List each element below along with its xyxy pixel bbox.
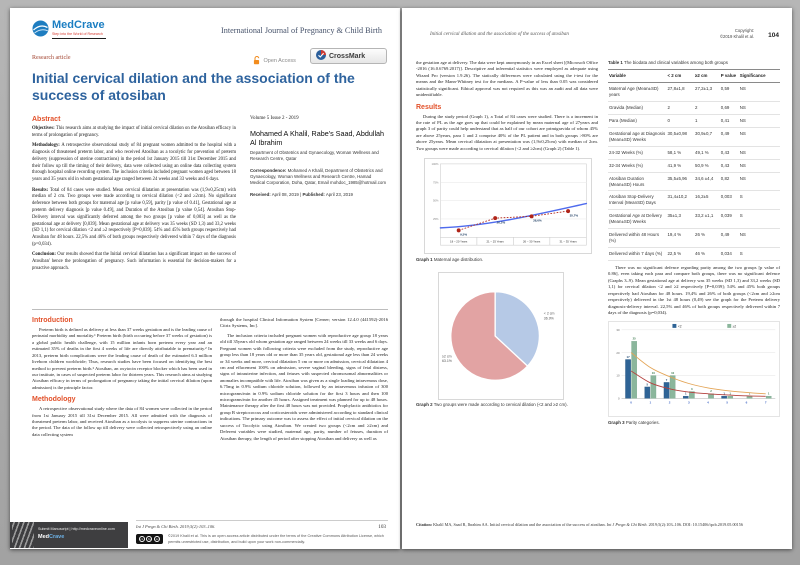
- svg-text:1: 1: [729, 391, 732, 396]
- article-title: Initial cervical dilation and the association of the success of atosiban: [32, 70, 355, 103]
- svg-text:1: 1: [748, 391, 751, 396]
- graph2-figure: [438, 272, 564, 400]
- received-label: Received:: [250, 191, 271, 197]
- table-cell: 22,5 %: [666, 248, 694, 261]
- svg-text:1: 1: [723, 391, 725, 396]
- table-cell: 58,1 %: [666, 146, 694, 159]
- table-cell: Gravida (Median): [608, 101, 666, 114]
- left-column-1: [32, 317, 212, 438]
- methodology-text: A retrospective observational study where the data of 84 women were collected in the period from 1st January 2015 till 31st December 2015. All were admitted with the diagnosis of threatened preterm labor, and received Atosiban as a tocolysis to suppress uterine contractions in the period. The data of the follow up till delivery were collected retrospectively using an online data collecting system: [32, 406, 212, 437]
- table-cell: 0,49: [720, 229, 739, 248]
- open-access-badge[interactable]: [253, 52, 296, 70]
- methodology-heading: Methodology: [32, 396, 76, 404]
- svg-text:30: 30: [616, 328, 620, 333]
- journal-ref: Int J Pregn & Chi Birth. 2019;5(2):103–106.: [136, 524, 216, 529]
- svg-text:3: 3: [687, 400, 690, 405]
- table-cell: 35,5±5,96: [666, 172, 694, 191]
- copyright-text: ©2019 Khalil et al.: [719, 34, 754, 40]
- svg-text:1: 1: [684, 391, 687, 396]
- graph1-caption: [416, 257, 598, 263]
- svg-text:10: 10: [671, 371, 675, 376]
- abstract-heading: Abstract: [32, 116, 61, 123]
- abstract-section: [32, 116, 236, 276]
- citation-label: Citation:: [416, 522, 433, 527]
- svg-text:1: 1: [767, 391, 770, 396]
- table-cell: 2: [666, 101, 694, 114]
- svg-text:35,7%: 35,7%: [569, 213, 579, 218]
- license-text: ©2019 Khalil et al. This is an open access article distributed under the terms of the Creative Commons Attribution License, which permits unrestricted use, distribution, and build upon your work non-commercially.: [168, 534, 384, 544]
- table-cell: NS: [739, 83, 780, 102]
- table-cell: Maternal Age (Mean±SD) years: [608, 83, 666, 102]
- svg-text:21 – 25 Years: 21 – 25 Years: [486, 239, 504, 244]
- table-cell: NS: [739, 101, 780, 114]
- rp-paragraph-1: the gestation age at delivery. The data were kept anonymously in an Excel sheet [(Microsoft Office -2016 (16.0.6769.2017)]. Descriptive and inferential statistics were employed as adequate using Wizard Pro (version 1.9.26). The statically differences were calculated using the t-test for the means and the Mann-Whitney test for the medians. A P-value of less than 0.05 was considered statistically significant. Ethical approval was not required as this was an audit and all data were unidentifiable.: [416, 60, 598, 98]
- brand-name-footer: [38, 534, 64, 540]
- graph1-figure: [424, 158, 592, 254]
- abstract-results-label: Results:: [32, 187, 49, 193]
- graph2-caption-text: Two groups were made according to cervical dilation (<2 and ≥2 cm).: [433, 402, 568, 408]
- table-row: [608, 229, 780, 248]
- table-header-cell: < 2 cm: [666, 70, 694, 83]
- article-type-label: Research article: [32, 55, 71, 61]
- cc-nc-icon: nc: [155, 537, 159, 541]
- correspondence-label: Correspondence:: [250, 167, 287, 173]
- page-number-right: 104: [768, 32, 779, 39]
- table-cell: Gestational age at Diagnosis (Mean±SD) Weeks: [608, 127, 666, 146]
- table-cell: 24-32 Weeks (%): [608, 146, 666, 159]
- table-cell: 0,034: [720, 248, 739, 261]
- svg-text:26,2%: 26,2%: [496, 220, 506, 225]
- svg-text:4: 4: [707, 400, 709, 405]
- right-column-2: [608, 60, 780, 426]
- column2-text-2: The inclusion criteria included pregnant women with reproductive age group 18 years old till 35years old whom gestation age ranged between 24 weeks till 33 weeks and 6 days. Pregnant women with following criteria were excluded from the study, reproductive age group less than 18 years old or more than 35 years old, gestational age less than 24 weeks or 34 weeks and more, cervical dilatation 5 cm or more on admission, cervical dilatation 4 cm and effacement 100% on admission, severe vaginal bleeding, signs of fetal distress, signs of intrauterine infection, and fetuses with suspected chromosomal abnormalities or anomalies incompatible with life. Atosiban was given as a single loading intravenous dose, 6.75mg in 0.9% sodium chloride solution, followed by an intravenous infusion of 300 micrograms/min in 0.9% sodium chloride solution for the first 3 hours and then 100 micrograms/min for another 45 hours. Assigned treatment was planned for up to 48 hours. Maintenance therapy after the first 48 hours was not provided. Prophylactic antibiotics for group B streptococcus and corticosteroids were administered according to standard clinical indications. The primary outcome was to assess the effect of initial cervical dilation on the success of Tocolytic using Atosiban. We created two groups (<2cm and ≥2cm) and Deferent variables were studied, maternal age, parity, number of fetuses, duration of Atosiban therapy, the length of period after stopping Atosiban and delivery as well as: [220, 332, 388, 441]
- table-cell: NS: [739, 114, 780, 127]
- table-row: [608, 146, 780, 159]
- svg-text:6: 6: [745, 400, 748, 405]
- svg-text:2: 2: [668, 400, 671, 405]
- medcrave-globe-icon: [32, 20, 49, 42]
- table-row: [608, 172, 780, 191]
- correspondence-text: Mohamed A Khalil, Department of Obstetrics and Gynaecology, Woman Wellness and Research Centre, Hamad Medical Corporation, Doha, Qatar, Email mohdoc_1985@hotmail.com: [250, 167, 386, 186]
- graph1-caption-label: Graph 1: [416, 256, 433, 262]
- table-cell: Gestational Age at Delivery (Mean±SD) Weeks: [608, 210, 666, 229]
- citation-pre: Khalil MA, Saad R, Ibrahim AA. Initial cervical dilation and the association of the success of atosiban.: [433, 522, 606, 527]
- svg-text:31 – 35 Years: 31 – 35 Years: [559, 239, 577, 244]
- left-column-2: [220, 317, 388, 442]
- table-row: [608, 210, 780, 229]
- running-title: Initial cervical dilation and the association of the success of atosiban: [430, 32, 569, 37]
- published-label: Published:: [302, 191, 325, 197]
- table-header-cell: ≥2 cm: [694, 70, 720, 83]
- table-cell: S: [739, 248, 780, 261]
- abstract-objectives-label: Objectives:: [32, 126, 55, 131]
- svg-text:20: 20: [616, 351, 620, 356]
- abstract-methodology-label: Methodology:: [32, 143, 60, 149]
- table1: [608, 69, 780, 261]
- graph1-caption-text: Maternal age distribution.: [433, 256, 484, 262]
- submit-manuscript-link[interactable]: Submit Manuscript | http://medcraveonline.com: [38, 527, 115, 531]
- svg-text:5: 5: [726, 400, 729, 405]
- svg-text:25: 25: [632, 337, 636, 342]
- volume-issue: Volume 5 Issue 2 - 2019: [250, 116, 299, 121]
- svg-text:9,5%: 9,5%: [460, 232, 468, 237]
- svg-text:18 – 20 Years: 18 – 20 Years: [450, 239, 468, 244]
- table-cell: 16,2±5: [694, 191, 720, 210]
- table-cell: 0,039: [720, 210, 739, 229]
- graph2-pie-chart: [439, 273, 563, 399]
- brand-med: Med: [38, 534, 49, 540]
- rp-paragraph-2: There was no significant defence regarding parity among the two groups [p value of 0.86], even taking each para and compare both groups, there was no significant defence (Graphs 3–9). Mean gestational age at delivery was 35 weeks (SD 1,3) and 33,2 weeks (SD 1,1) for cervical dilation <2 and ≥2 respectively [P=0,039]; 54% and 45% both groups respectively had Atosiban for 48 hours. 19,4% and 26% of both groups (<2cm and ≥2cm respectively) delivered in the 1st 48 hours (0,49) see the graph for the Preterm delivery diagnosis-delivery interval. 22,5% and 46% of both groups respectively delivered within 7 days of the diagnosis (p=0,034).: [608, 265, 780, 315]
- received-published: Received: April 08, 2019 | Published: April 23, 2019: [250, 191, 353, 197]
- citation-doi[interactable]: 2019;5(2):103–106. DOI: 10.15406/ipcb.2019.05.00156: [648, 522, 743, 527]
- brand-crave: Crave: [49, 534, 65, 540]
- svg-text:10: 10: [651, 371, 655, 376]
- table-cell: 33,2 ±1,1: [694, 210, 720, 229]
- table-cell: Atosiban Stop-Delivery Interval (MeanSD) Days: [608, 191, 666, 210]
- table-cell: Delivered within 7 days (%): [608, 248, 666, 261]
- table-cell: S: [739, 210, 780, 229]
- column2-text-1: through the hospital Clinical Information System [Cerner; version 12.4.0 (441592)-2016 Citrix Systems, Inc].: [220, 317, 388, 329]
- svg-text:50%: 50%: [432, 199, 439, 203]
- abstract-conclusion: [32, 252, 236, 272]
- svg-text:100%: 100%: [431, 163, 439, 167]
- svg-text:< 2 cm36.9%: < 2 cm 36.9%: [543, 311, 555, 321]
- abstract-objectives: [32, 126, 236, 140]
- table-cell: 30,5±0,98: [666, 127, 694, 146]
- table-header-cell: P value: [720, 70, 739, 83]
- table-cell: NS: [739, 229, 780, 248]
- svg-text:17: 17: [626, 355, 630, 360]
- table1-caption-label: Table 1: [608, 60, 623, 65]
- table-cell: 0,59: [720, 83, 739, 102]
- introduction-heading: Introduction: [32, 317, 73, 324]
- left-page: [10, 8, 400, 549]
- results-text: During the study period (Graph 1), a Total of 84 cases were studied. There is a increment in the rate of PL as the age goes up that could be explained by mean maternal age of 27years and graph 3 of parity could help understand that as half of our cohort are primigravida of whom 45% are above 25years, para 1 and 2 comprise 40% of the PL patient and in both groups >80% are above 25years. Mean cervical dilatation at presentation was (1,9±0,25cm) with median of 2cm. Two groups were made according to cervical dilation (<2 and ≥2cm) (Graph 2) (Table 1).: [416, 113, 598, 151]
- table-cell: NS: [739, 127, 780, 146]
- introduction-text: Preterm birth is defined as delivery at less than 37 weeks gestation and is the leading cause of perinatal morbidity and mortality.¹ Preterm birth (birth occurring before 37 weeks of gestation) is a global public health challenge, with 15 million infants born preterm every year and an estimated 35% of deaths in the first 4 weeks of life are directly attributable to prematurity.² In 2013, preterm birth complications were the leading cause of death of the estimated 6.3 million liveborn children worldwide; Thus, research studies have been focused on identifying the best method to prevent preterm birth.³ Atosiban, an oxytocin receptor blocker which has been used in our institute, in cases of suspected preterm labor for thirteen years. This research aims at studying Atosiban efficacy in terms of prolongation of pregnancy taking the initial cervical dilation (upon admission) is the principle factor.: [32, 327, 212, 390]
- copyright-block: [720, 28, 754, 41]
- authors: Mohamed A Khalil, Rabe's Saad, Abdullah Al Ibrahim: [250, 129, 385, 147]
- table-cell: Para (Median): [608, 114, 666, 127]
- table-cell: 50,9 %: [694, 159, 720, 172]
- brand-underline: [52, 38, 106, 40]
- abstract-methodology-text: A retrospective observational study of 84 pregnant women admitted to the hospital with a diagnosis of threatened preterm labor, and who received Atosiban as a tocolytic for prevention of preterm delivery (suppression of uterine contractions) in the period 1st January 2015 till 31st December 2015 and their follow up till the timing of their delivery, data were collected using an online data collecting system through hospital online recording system. The inclusion criteria included pregnant women aged between 18 years and 35 years old in whom gestational age ranged between 24 weeks and 33 weeks and 6 days.: [32, 143, 236, 183]
- abstract-conclusion-label: Conclusion:: [32, 252, 56, 258]
- received-date: April 08, 2019: [271, 191, 299, 197]
- table-cell: 0,003: [720, 191, 739, 210]
- table-row: [608, 248, 780, 261]
- citation-journal: Int J Pregn & Chi Birth.: [606, 522, 648, 527]
- svg-text:≥2 cm63.1%: ≥2 cm 63.1%: [441, 353, 452, 363]
- table-cell: NS: [739, 146, 780, 159]
- table-cell: S: [739, 191, 780, 210]
- svg-text:≥2: ≥2: [732, 324, 737, 329]
- table-cell: Delivered within 48 Hours (%): [608, 229, 666, 248]
- crossmark-badge[interactable]: [310, 48, 387, 64]
- crossmark-icon: [316, 47, 326, 65]
- svg-text:7: 7: [665, 378, 668, 383]
- correspondence: [250, 168, 387, 186]
- table-cell: 0,41: [720, 114, 739, 127]
- right-page: [402, 8, 792, 549]
- svg-text:10: 10: [616, 374, 620, 379]
- article-meta: [250, 116, 387, 203]
- table-row: [608, 159, 780, 172]
- table-cell: Atosiban Duration (Mean±SD) Hours: [608, 172, 666, 191]
- svg-text:75%: 75%: [432, 181, 439, 185]
- cc-license-icon: [136, 534, 163, 544]
- brand-tagline: Step into the World of Research: [52, 32, 103, 36]
- table1-caption-text: The biodata and clinical variables among both groups: [623, 60, 728, 65]
- crossmark-label: CrossMark: [329, 52, 366, 60]
- table-cell: 0,82: [720, 172, 739, 191]
- svg-text:28,6%: 28,6%: [533, 218, 542, 223]
- table-cell: 19,4 %: [666, 229, 694, 248]
- svg-text:0: 0: [630, 400, 632, 405]
- svg-text:1: 1: [649, 400, 652, 405]
- abstract-results-text: Total of 84 cases were studied. Mean cervical dilatation at presentation was (1,9±0,25cm) with median of 2 cm. Two groups were made according to cervical dilation (<2 and ≥2cm). No significant deference between both groups for maternal age [p value 0,59], parity [p value of 0.41], Gestational age at preterm delivery diagnosis [p value 0.49], and Duration of the Atosiban [p value 0,54]. Atosiban Stop-Delivery interval was significantly deferred among the two groups [p value of 0,003] as well as the gestational age at delivery [0,039]. Mean gestational age at delivery was 35 weeks (SD 1,3) and 33,2 weeks (SD 1,1) for cervical dilation <2 and ≥2 respectively [P=0,039]. 54% and 45% both groups respectively had Atosiban for 48 hours. 22,5% and 46% of both groups respectively delivered within 7 days of the diagnosis (p=0,034).: [32, 187, 236, 247]
- table-cell: NS: [739, 172, 780, 191]
- table-header-cell: Significance: [739, 70, 780, 83]
- graph3-caption-text: Parity categories.: [625, 419, 660, 425]
- abstract-conclusion-text: Our results showed that the Initial cervical dilatation has a significant impact on the success of Atosiban' hence the prolongation of pregnancy. Such information is essential for decision-makers for a proactive approach.: [32, 252, 236, 271]
- table-cell: 26 %: [694, 229, 720, 248]
- citation: [416, 522, 778, 528]
- table-row: [608, 83, 780, 102]
- svg-text:<2: <2: [677, 324, 682, 329]
- cc-by-icon: by: [148, 537, 151, 541]
- table-header-cell: Variable: [608, 70, 666, 83]
- journal-name: International Journal of Pregnancy & Child Birth: [221, 26, 382, 35]
- table-cell: 27,8±1,8: [666, 83, 694, 102]
- graph2-caption-label: Graph 2: [416, 402, 433, 408]
- medcrave-logo: [32, 20, 106, 42]
- table-cell: 34,6 ±4,4: [694, 172, 720, 191]
- table-cell: 2: [694, 101, 720, 114]
- table-cell: 41,9 %: [666, 159, 694, 172]
- table-cell: NS: [739, 159, 780, 172]
- graph3-caption-label: Graph 3: [608, 419, 625, 425]
- table-cell: 35±1,3: [666, 210, 694, 229]
- svg-text:2: 2: [710, 389, 712, 394]
- brand-name: MedCrave: [52, 19, 105, 31]
- svg-text:7: 7: [764, 400, 767, 405]
- table-header-row: [608, 70, 780, 83]
- table-row: [608, 127, 780, 146]
- table-row: [608, 114, 780, 127]
- table-cell: 0,69: [720, 101, 739, 114]
- table1-caption: [608, 60, 780, 66]
- table-cell: 30,9±0,7: [694, 127, 720, 146]
- table-cell: 1: [694, 114, 720, 127]
- table-cell: 32-34 Weeks (%): [608, 159, 666, 172]
- section-divider: [32, 309, 388, 310]
- table-cell: 27,2±1,3: [694, 83, 720, 102]
- footer-rule: [136, 520, 388, 521]
- svg-text:5: 5: [646, 382, 649, 387]
- cc-icon: cc: [140, 537, 144, 541]
- graph3-caption: [608, 420, 780, 426]
- graph2-caption: [416, 402, 598, 408]
- abstract-methodology: [32, 143, 236, 184]
- svg-text:3: 3: [691, 387, 693, 392]
- abstract-results: [32, 188, 236, 249]
- table-cell: 46 %: [694, 248, 720, 261]
- open-access-lock-icon: [253, 52, 261, 70]
- copyright-label: Copyright:: [734, 28, 754, 33]
- table-cell: 31,4±10,2: [666, 191, 694, 210]
- table-row: [608, 191, 780, 210]
- svg-text:26 – 30 Years: 26 – 30 Years: [522, 239, 541, 244]
- submit-manuscript-badge[interactable]: [10, 522, 128, 548]
- page-number-left: 103: [378, 524, 386, 530]
- graph3-bar-chart: [609, 322, 779, 416]
- table-cell: 0,49: [720, 127, 739, 146]
- abstract-objectives-text: This research aims at studying the impact of initial cervical dilation on the Atosiban efficacy in terms of prolongation of pregnancy.: [32, 126, 236, 138]
- graph1-line-chart: [425, 159, 591, 253]
- svg-text:0: 0: [618, 396, 620, 401]
- open-access-label: Open Access: [263, 58, 296, 64]
- table-cell: 0,43: [720, 146, 739, 159]
- table-cell: 0,43: [720, 159, 739, 172]
- affiliation: Department of Obstetrics and Gynaecology, Woman Wellness and Research Centre, Qatar: [250, 150, 379, 162]
- svg-text:25%: 25%: [432, 218, 439, 222]
- table-row: [608, 101, 780, 114]
- published-date: April 23, 2019: [325, 191, 353, 197]
- graph3-figure: [608, 321, 780, 417]
- table-cell: 0: [666, 114, 694, 127]
- results-heading: Results: [416, 103, 442, 111]
- table-cell: 49,1 %: [694, 146, 720, 159]
- right-column-1: [416, 60, 598, 408]
